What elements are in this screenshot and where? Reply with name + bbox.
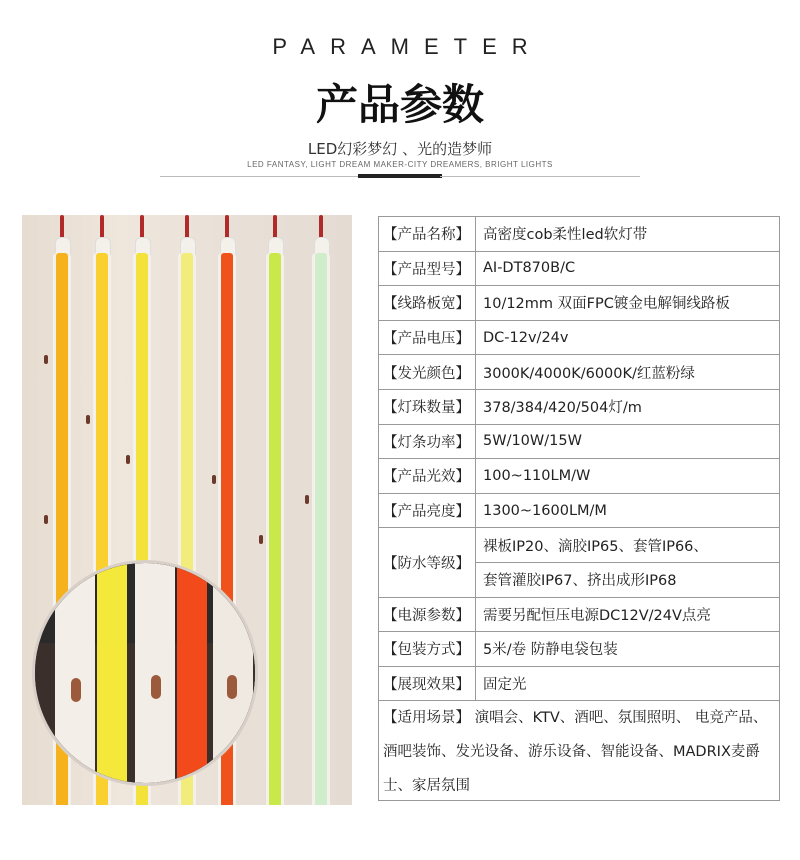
spec-row: [379, 251, 780, 286]
divider-right: [440, 176, 640, 177]
spec-row: [379, 389, 780, 424]
solder-pad: [259, 535, 263, 544]
divider-left: [160, 176, 360, 177]
spec-label: 【线路板宽】: [379, 286, 476, 321]
spec-value: 需要另配恒压电源DC12V/24V点亮: [476, 597, 780, 632]
spec-row: [379, 597, 780, 632]
spec-value: 10/12mm 双面FPC镀金电解铜线路板: [476, 286, 780, 321]
spec-label: 【产品亮度】: [379, 493, 476, 528]
spec-value: 裸板IP20、滴胶IP65、套管IP66、: [476, 528, 780, 563]
divider-accent: [358, 174, 442, 178]
spec-row: [379, 666, 780, 701]
tagline-cn: LED幻彩梦幻 、光的造梦师: [307, 140, 493, 158]
solder-pad: [305, 495, 309, 504]
spec-label: 【发光颜色】: [379, 355, 476, 390]
usage-label: 【适用场景】: [383, 710, 470, 726]
spec-label: 【灯条功率】: [379, 424, 476, 459]
spec-row: [379, 459, 780, 494]
solder-pad: [71, 678, 81, 702]
spec-value: 5米/卷 防静电袋包装: [476, 632, 780, 667]
spec-value: 1300~1600LM/M: [476, 493, 780, 528]
spec-label: 【防水等级】: [379, 528, 476, 597]
spec-row: [379, 217, 780, 252]
spec-table: [378, 216, 780, 701]
closeup-strip: [177, 563, 207, 783]
spec-label: 【产品光效】: [379, 459, 476, 494]
spec-value: 固定光: [476, 666, 780, 701]
header-title-en: PARAMETER: [272, 34, 543, 59]
spec-row: [379, 355, 780, 390]
solder-pad: [86, 415, 90, 424]
solder-pad: [126, 455, 130, 464]
led-strip-lime: [269, 253, 281, 805]
spec-label: 【产品型号】: [379, 251, 476, 286]
spec-row: [379, 632, 780, 667]
spec-value: 高密度cob柔性led软灯带: [476, 217, 780, 252]
usage-value-rest: 电竞产品、酒吧装饰、发光设备、游乐设备、智能设备、MADRIX麦爵士、家居氛围: [383, 710, 768, 794]
closeup-inset: [32, 560, 258, 786]
spec-value: DC-12v/24v: [476, 320, 780, 355]
spec-row: [379, 493, 780, 528]
closeup-strip: [55, 563, 95, 783]
spec-value: 3000K/4000K/6000K/红蓝粉绿: [476, 355, 780, 390]
spec-label: 【电源参数】: [379, 597, 476, 632]
spec-value: 100~110LM/W: [476, 459, 780, 494]
led-strip-mint: [315, 253, 327, 805]
solder-pad: [212, 475, 216, 484]
spec-value: AI-DT870B/C: [476, 251, 780, 286]
usage-value-start: 演唱会、KTV、酒吧、氛围照明、: [474, 710, 691, 726]
spec-row: [379, 286, 780, 321]
header-title-cn: 产品参数: [315, 80, 484, 129]
usage-cell: [378, 700, 780, 801]
closeup-strip: [135, 563, 175, 783]
solder-pad: [151, 675, 161, 699]
spec-value: 378/384/420/504灯/m: [476, 389, 780, 424]
spec-label: 【展现效果】: [379, 666, 476, 701]
solder-pad: [227, 675, 237, 699]
tagline-en: LED FANTASY, LIGHT DREAM MAKER-CITY DREAMERS, BRIGHT LIGHTS: [247, 160, 553, 169]
spec-label: 【灯珠数量】: [379, 389, 476, 424]
spec-value: 5W/10W/15W: [476, 424, 780, 459]
spec-value: 套管灌胶IP67、挤出成形IP68: [476, 562, 780, 597]
spec-row: [379, 424, 780, 459]
closeup-strip: [97, 563, 127, 783]
product-photo: [22, 215, 352, 805]
spec-label: 【产品电压】: [379, 320, 476, 355]
solder-pad: [44, 355, 48, 364]
closeup-strip: [213, 563, 253, 783]
spec-row: [379, 528, 780, 563]
solder-pad: [44, 515, 48, 524]
spec-label: 【产品名称】: [379, 217, 476, 252]
spec-label: 【包装方式】: [379, 632, 476, 667]
spec-row: [379, 320, 780, 355]
